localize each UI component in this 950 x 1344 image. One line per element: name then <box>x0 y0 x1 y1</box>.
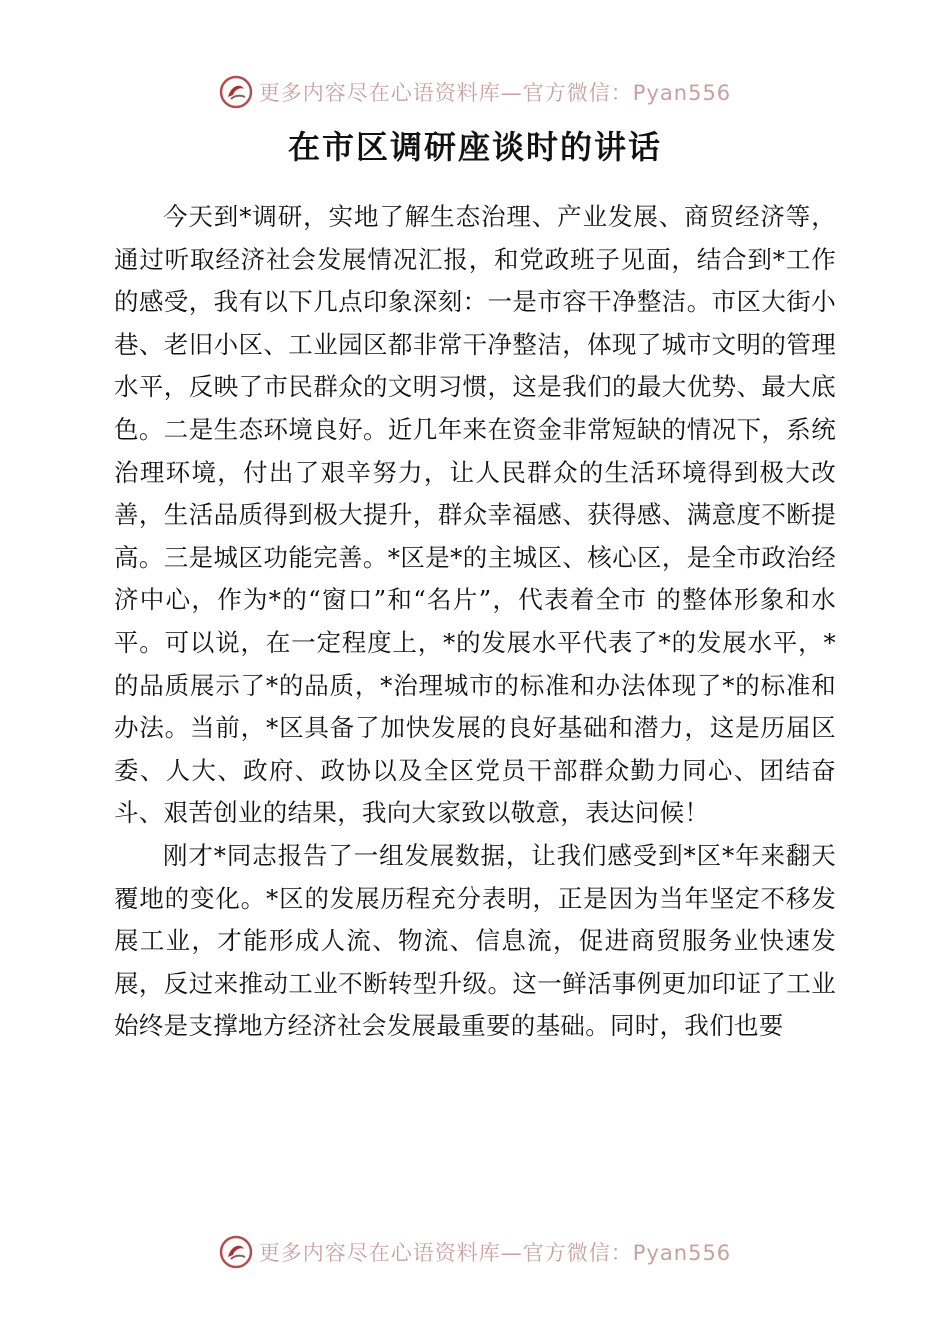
banner-text: 更多内容尽在心语资料库—官方微信：Pyan556 <box>258 1241 732 1265</box>
rose-logo-icon <box>219 75 253 109</box>
paragraph-2: 刚才*同志报告了一组发展数据，让我们感受到*区*年来翻天覆地的变化。*区的发展历程充分表明，正是因为当年坚定不移发展工业，才能形成人流、物流、信息流，促进商贸服务业快速发展，反过来推动工业不断转型升级。这一鲜活事例更加印证了工业始终是支撑地方经济社会发展最重要的基础。同时，我们也要 <box>114 840 836 1041</box>
banner-text: 更多内容尽在心语资料库—官方微信：Pyan556 <box>258 81 732 105</box>
document-body <box>114 196 836 1048</box>
paragraph-1: 今天到*调研，实地了解生态治理、产业发展、商贸经济等，通过听取经济社会发展情况汇报，和党政班子见面，结合到*工作的感受，我有以下几点印象深刻：一是市容干净整洁。市区大街小巷、老旧小区、工业园区都非常干净整洁，体现了城市文明的管理水平，反映了市民群众的文明习惯，这是我们的最大优势、最大底色。二是生态环境良好。近几年来在资金非常短缺的情况下，系统治理环境，付出了艰辛努力，让人民群众的生活环境得到极大改善，生活品质得到极大提升，群众幸福感、获得感、满意度不断提高。三是城区功能完善。*区是*的主城区、核心区，是全市政治经济中心，作为*的“窗口”和“名片”，代表着全市 的整体形象和水平。可以说，在一定程度上，*的发展水平代表了*的发展水平，*的品质展示了*的品质，*治理城市的标准和办法体现了*的标准和办法。当前，*区具备了加快发展的良好基础和潜力，这是历届区委、人大、政府、政协以及全区党员干部群众勤力同心、团结奋斗、艰苦创业的结果，我向大家致以敬意，表达问候！ <box>114 202 836 828</box>
footer-banner <box>0 1232 950 1272</box>
rose-logo-icon <box>219 1235 253 1269</box>
document-title: 在市区调研座谈时的讲话 <box>287 128 662 166</box>
header-banner <box>0 72 950 112</box>
